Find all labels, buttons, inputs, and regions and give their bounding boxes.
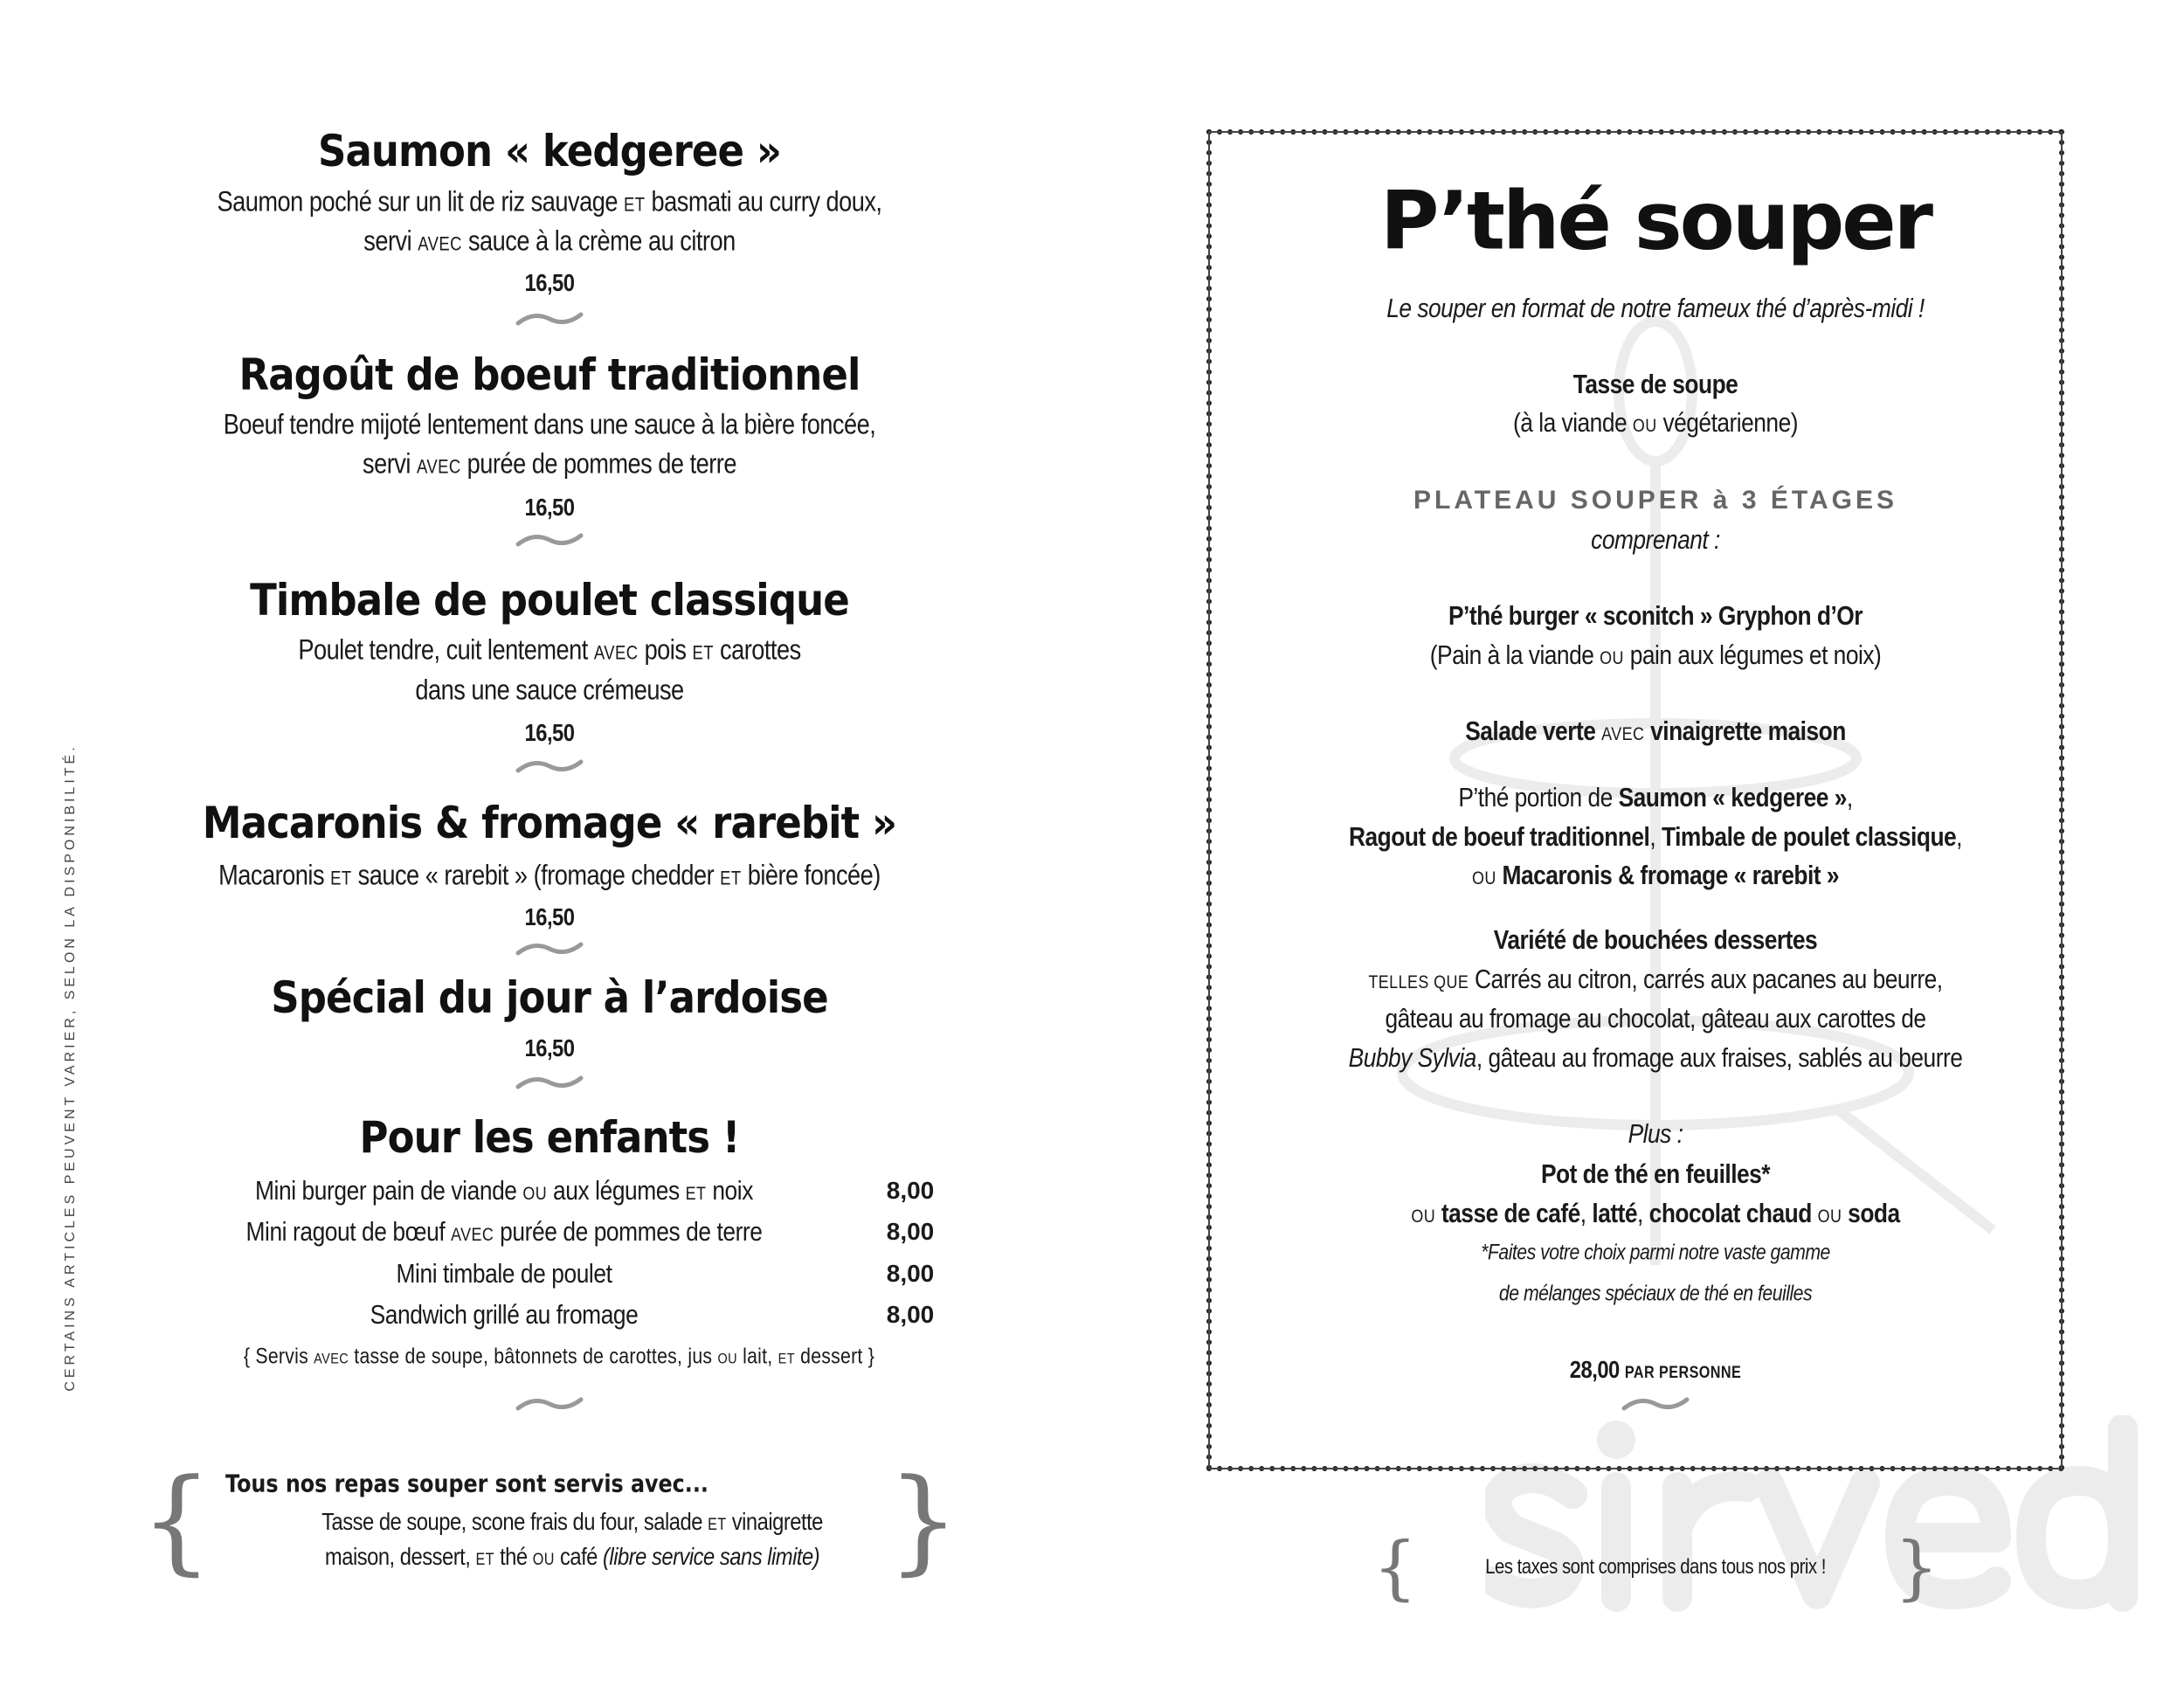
menu-line-small — [1481, 1241, 1830, 1266]
kids-menu-price: 8,00 — [886, 1218, 935, 1245]
text-segment: ET — [685, 1184, 707, 1204]
text-segment: (à la viande — [1513, 407, 1633, 438]
text-segment: AVEC — [418, 232, 462, 255]
text-segment: tasse de café — [1441, 1198, 1580, 1228]
text-segment: thé — [494, 1543, 533, 1570]
text-segment: *Faites votre choix parmi notre vaste gamme — [1481, 1240, 1830, 1265]
text-segment: , gâteau au fromage aux fraises, sablés au beurre — [1476, 1042, 1963, 1073]
text-segment: Tasse de soupe — [1572, 369, 1738, 399]
right-brace-icon: } — [887, 1454, 960, 1587]
text-segment: 28,00 — [1569, 1356, 1620, 1383]
text-segment: végétarienne) — [1656, 407, 1798, 438]
text-segment: , — [1846, 782, 1853, 812]
menu-line-title — [250, 575, 849, 626]
text-segment: carottes — [713, 633, 801, 666]
menu-line-title — [203, 798, 896, 848]
text-segment: OU — [532, 1551, 555, 1569]
text-segment: (Pain à la viande — [1429, 640, 1600, 670]
text-segment: Le souper en format de notre fameux thé d’après-midi ! — [1386, 293, 1925, 323]
text-segment: Mini ragout de bœuf — [245, 1216, 452, 1247]
text-segment: pain aux légumes et noix) — [1623, 640, 1882, 670]
text-segment: ET — [624, 193, 646, 216]
menu-line-r — [1513, 407, 1798, 439]
text-segment — [1842, 1198, 1848, 1228]
menu-line-r — [1541, 1158, 1770, 1190]
text-segment: (libre service sans limite) — [603, 1543, 820, 1570]
availability-side-note: CERTAINS ARTICLES PEUVENT VARIER, SELON LA DISPONIBILITÉ. — [63, 743, 78, 1392]
text-segment: ET — [708, 1516, 727, 1534]
text-segment: Macaronis — [218, 859, 331, 891]
text-segment: , — [1579, 1198, 1593, 1228]
text-segment: vinaigrette — [726, 1508, 823, 1535]
kids-menu-item — [255, 1175, 753, 1206]
menu-line-price — [524, 903, 574, 931]
menu-line-bigtitle — [1380, 175, 1931, 268]
text-segment: OU — [1411, 1206, 1436, 1227]
text-segment: Plus : — [1628, 1118, 1683, 1149]
text-segment: P’thé burger « sconitch » Gryphon d’Or — [1448, 600, 1863, 631]
text-segment: pois — [638, 633, 693, 666]
text-segment: aux légumes — [547, 1175, 686, 1206]
text-segment: TELLES QUE — [1368, 972, 1469, 992]
text-segment: ET — [692, 641, 714, 664]
text-segment: Pot de thé en feuilles* — [1540, 1158, 1771, 1189]
text-segment: comprenant : — [1591, 524, 1720, 555]
menu-line-desc — [363, 225, 735, 258]
text-segment: AVEC — [1601, 724, 1645, 744]
text-segment: OU — [1632, 416, 1657, 436]
menu-line-r — [1430, 640, 1882, 671]
text-segment: Timbale de poulet classique — [1661, 821, 1957, 852]
text-segment: { Servis — [243, 1344, 314, 1369]
menu-line-desc — [298, 634, 800, 667]
text-segment: OU — [522, 1184, 548, 1204]
kids-menu-price: 8,00 — [886, 1260, 935, 1287]
text-segment: OU — [1600, 648, 1624, 668]
tilde-divider-icon — [515, 939, 584, 958]
text-segment: PLATEAU SOUPER à 3 ÉTAGES — [1413, 486, 1897, 515]
kids-menu-item — [370, 1299, 639, 1331]
text-segment — [1435, 1198, 1441, 1228]
menu-line-r — [1411, 1198, 1899, 1229]
text-segment: Spécial du jour à l’ardoise — [271, 972, 828, 1023]
left-brace-icon: { — [140, 1454, 213, 1587]
text-segment: Pour les enfants ! — [359, 1112, 740, 1163]
text-segment: Poulet tendre, cuit lentement — [298, 633, 594, 666]
menu-line-r — [1465, 716, 1846, 747]
menu-line-r — [1458, 782, 1852, 813]
text-segment: AVEC — [451, 1225, 494, 1245]
tilde-divider-icon — [515, 530, 584, 550]
text-segment: tasse de soupe, bâtonnets de carottes, jus — [349, 1344, 718, 1369]
text-segment: Saumon « kedgeree » — [317, 126, 782, 176]
tilde-divider-icon — [515, 1394, 584, 1414]
text-segment: bière foncée) — [741, 859, 881, 891]
kids-menu-price: 8,00 — [886, 1301, 935, 1328]
text-segment: Timbale de poulet classique — [250, 575, 849, 626]
menu-line-desc — [224, 409, 876, 441]
text-segment: 16,50 — [524, 719, 575, 746]
text-segment: Tasse de soupe, scone frais du four, salade — [321, 1508, 708, 1535]
text-segment: 16,50 — [524, 903, 575, 930]
text-segment: ET — [720, 867, 742, 889]
menu-line-desc — [218, 186, 882, 218]
menu-line-r — [1386, 293, 1924, 324]
menu-line-r — [1349, 821, 1962, 853]
menu-line-boxline — [321, 1508, 823, 1536]
menu-line-title — [238, 349, 860, 400]
menu-line-r — [1472, 860, 1839, 891]
text-segment: ET — [475, 1551, 494, 1569]
text-segment: chocolat chaud — [1648, 1198, 1812, 1228]
text-segment: ET — [778, 1350, 795, 1367]
text-segment: de mélanges spéciaux de thé en feuilles — [1498, 1281, 1813, 1306]
tilde-divider-icon — [515, 309, 584, 328]
menu-line-price — [1570, 1356, 1741, 1384]
menu-line-price — [524, 269, 574, 297]
text-segment: café — [554, 1543, 604, 1570]
text-segment: , — [1649, 821, 1662, 852]
menu-line-title — [318, 126, 781, 176]
kids-menu-item — [397, 1258, 612, 1289]
tilde-divider-icon — [515, 1073, 584, 1092]
text-segment: latté — [1592, 1198, 1638, 1228]
tilde-divider-icon — [1621, 1394, 1690, 1414]
text-segment: Variété de bouchées dessertes — [1493, 924, 1818, 955]
text-segment: Saumon « kedgeree » — [1618, 782, 1847, 812]
text-segment: Macaronis & fromage « rarebit » — [1502, 860, 1839, 890]
text-segment: servi — [363, 447, 417, 480]
text-segment: servi — [363, 225, 418, 257]
menu-line-heading — [1413, 486, 1897, 515]
text-segment — [1496, 860, 1503, 890]
text-segment: purée de pommes de terre — [494, 1216, 763, 1247]
menu-line-desc — [218, 860, 881, 892]
menu-line-price — [524, 719, 574, 747]
text-segment: gâteau au fromage au chocolat, gâteau aux carottes de — [1385, 1003, 1926, 1034]
text-segment: OU — [717, 1350, 737, 1367]
text-segment: Boeuf tendre mijoté lentement dans une sauce à la bière foncée, — [223, 408, 876, 440]
menu-line-title — [359, 1112, 739, 1163]
menu-line-r — [1591, 524, 1720, 556]
text-segment: OU — [1817, 1206, 1842, 1227]
text-segment: 16,50 — [524, 1034, 575, 1061]
text-segment: basmati au curry doux, — [645, 185, 882, 218]
text-segment: Sandwich grillé au fromage — [370, 1299, 639, 1330]
text-segment: sauce « rarebit » (fromage chedder — [351, 859, 721, 891]
kids-menu-price: 8,00 — [886, 1177, 935, 1204]
text-segment: , — [1956, 821, 1962, 852]
text-segment: lait, — [736, 1344, 778, 1369]
text-segment: OU — [1472, 868, 1496, 888]
text-segment: Mini timbale de poulet — [396, 1258, 612, 1289]
text-segment: maison, dessert, — [324, 1543, 476, 1570]
text-segment: Saumon poché sur un lit de riz sauvage — [217, 185, 625, 218]
text-segment: dessert } — [794, 1344, 875, 1369]
menu-line-r — [1448, 600, 1863, 632]
menu-line-boxline — [325, 1543, 819, 1571]
text-segment: AVEC — [314, 1350, 349, 1367]
menu-line-desc — [363, 448, 736, 481]
right-brace-icon: } — [1894, 1526, 1939, 1608]
taxes-note: Les taxes sont comprises dans tous nos prix ! — [1485, 1555, 1826, 1579]
menu-line-r — [1494, 924, 1817, 956]
text-segment: ET — [330, 867, 352, 889]
text-segment: noix — [706, 1175, 753, 1206]
text-segment: , — [1637, 1198, 1649, 1228]
menu-line-price — [524, 1034, 574, 1062]
kids-menu-item — [245, 1216, 762, 1248]
text-segment: dans une sauce crémeuse — [415, 674, 684, 706]
text-segment: AVEC — [593, 641, 639, 664]
text-segment: 16,50 — [524, 494, 575, 521]
text-segment: Mini burger pain de viande — [255, 1175, 523, 1206]
text-segment: Ragout de boeuf traditionnel — [1349, 821, 1650, 852]
menu-line-note — [244, 1345, 874, 1370]
menu-line-r — [1386, 1003, 1926, 1034]
menu-line-price — [524, 494, 574, 522]
menu-line-r — [1573, 369, 1738, 400]
menu-line-small — [1499, 1282, 1812, 1307]
text-segment: vinaigrette maison — [1644, 716, 1846, 746]
menu-line-r — [1368, 964, 1942, 995]
text-segment: AVEC — [416, 455, 461, 478]
menu-line-r — [1349, 1042, 1963, 1074]
menu-line-r — [1628, 1118, 1683, 1150]
left-brace-icon: { — [1372, 1526, 1418, 1608]
text-segment: Ragoût de boeuf traditionnel — [238, 349, 860, 400]
text-segment: 16,50 — [524, 269, 575, 296]
menu-line-title — [271, 972, 828, 1023]
text-segment: P’thé portion de — [1458, 782, 1619, 812]
text-segment: Macaronis & fromage « rarebit » — [202, 798, 897, 848]
text-segment: purée de pommes de terre — [460, 447, 736, 480]
text-segment: P’thé souper — [1380, 174, 1931, 268]
included-box-title: Tous nos repas souper sont servis avec... — [225, 1469, 708, 1498]
tilde-divider-icon — [515, 757, 584, 776]
text-segment: Carrés au citron, carrés aux pacanes au beurre, — [1469, 964, 1943, 994]
text-segment: Bubby Sylvia — [1348, 1042, 1476, 1073]
menu-line-desc — [415, 674, 683, 707]
text-segment: sauce à la crème au citron — [461, 225, 736, 257]
text-segment: soda — [1848, 1198, 1900, 1228]
text-segment: PAR PERSONNE — [1624, 1364, 1742, 1382]
text-segment: Salade verte — [1465, 716, 1602, 746]
